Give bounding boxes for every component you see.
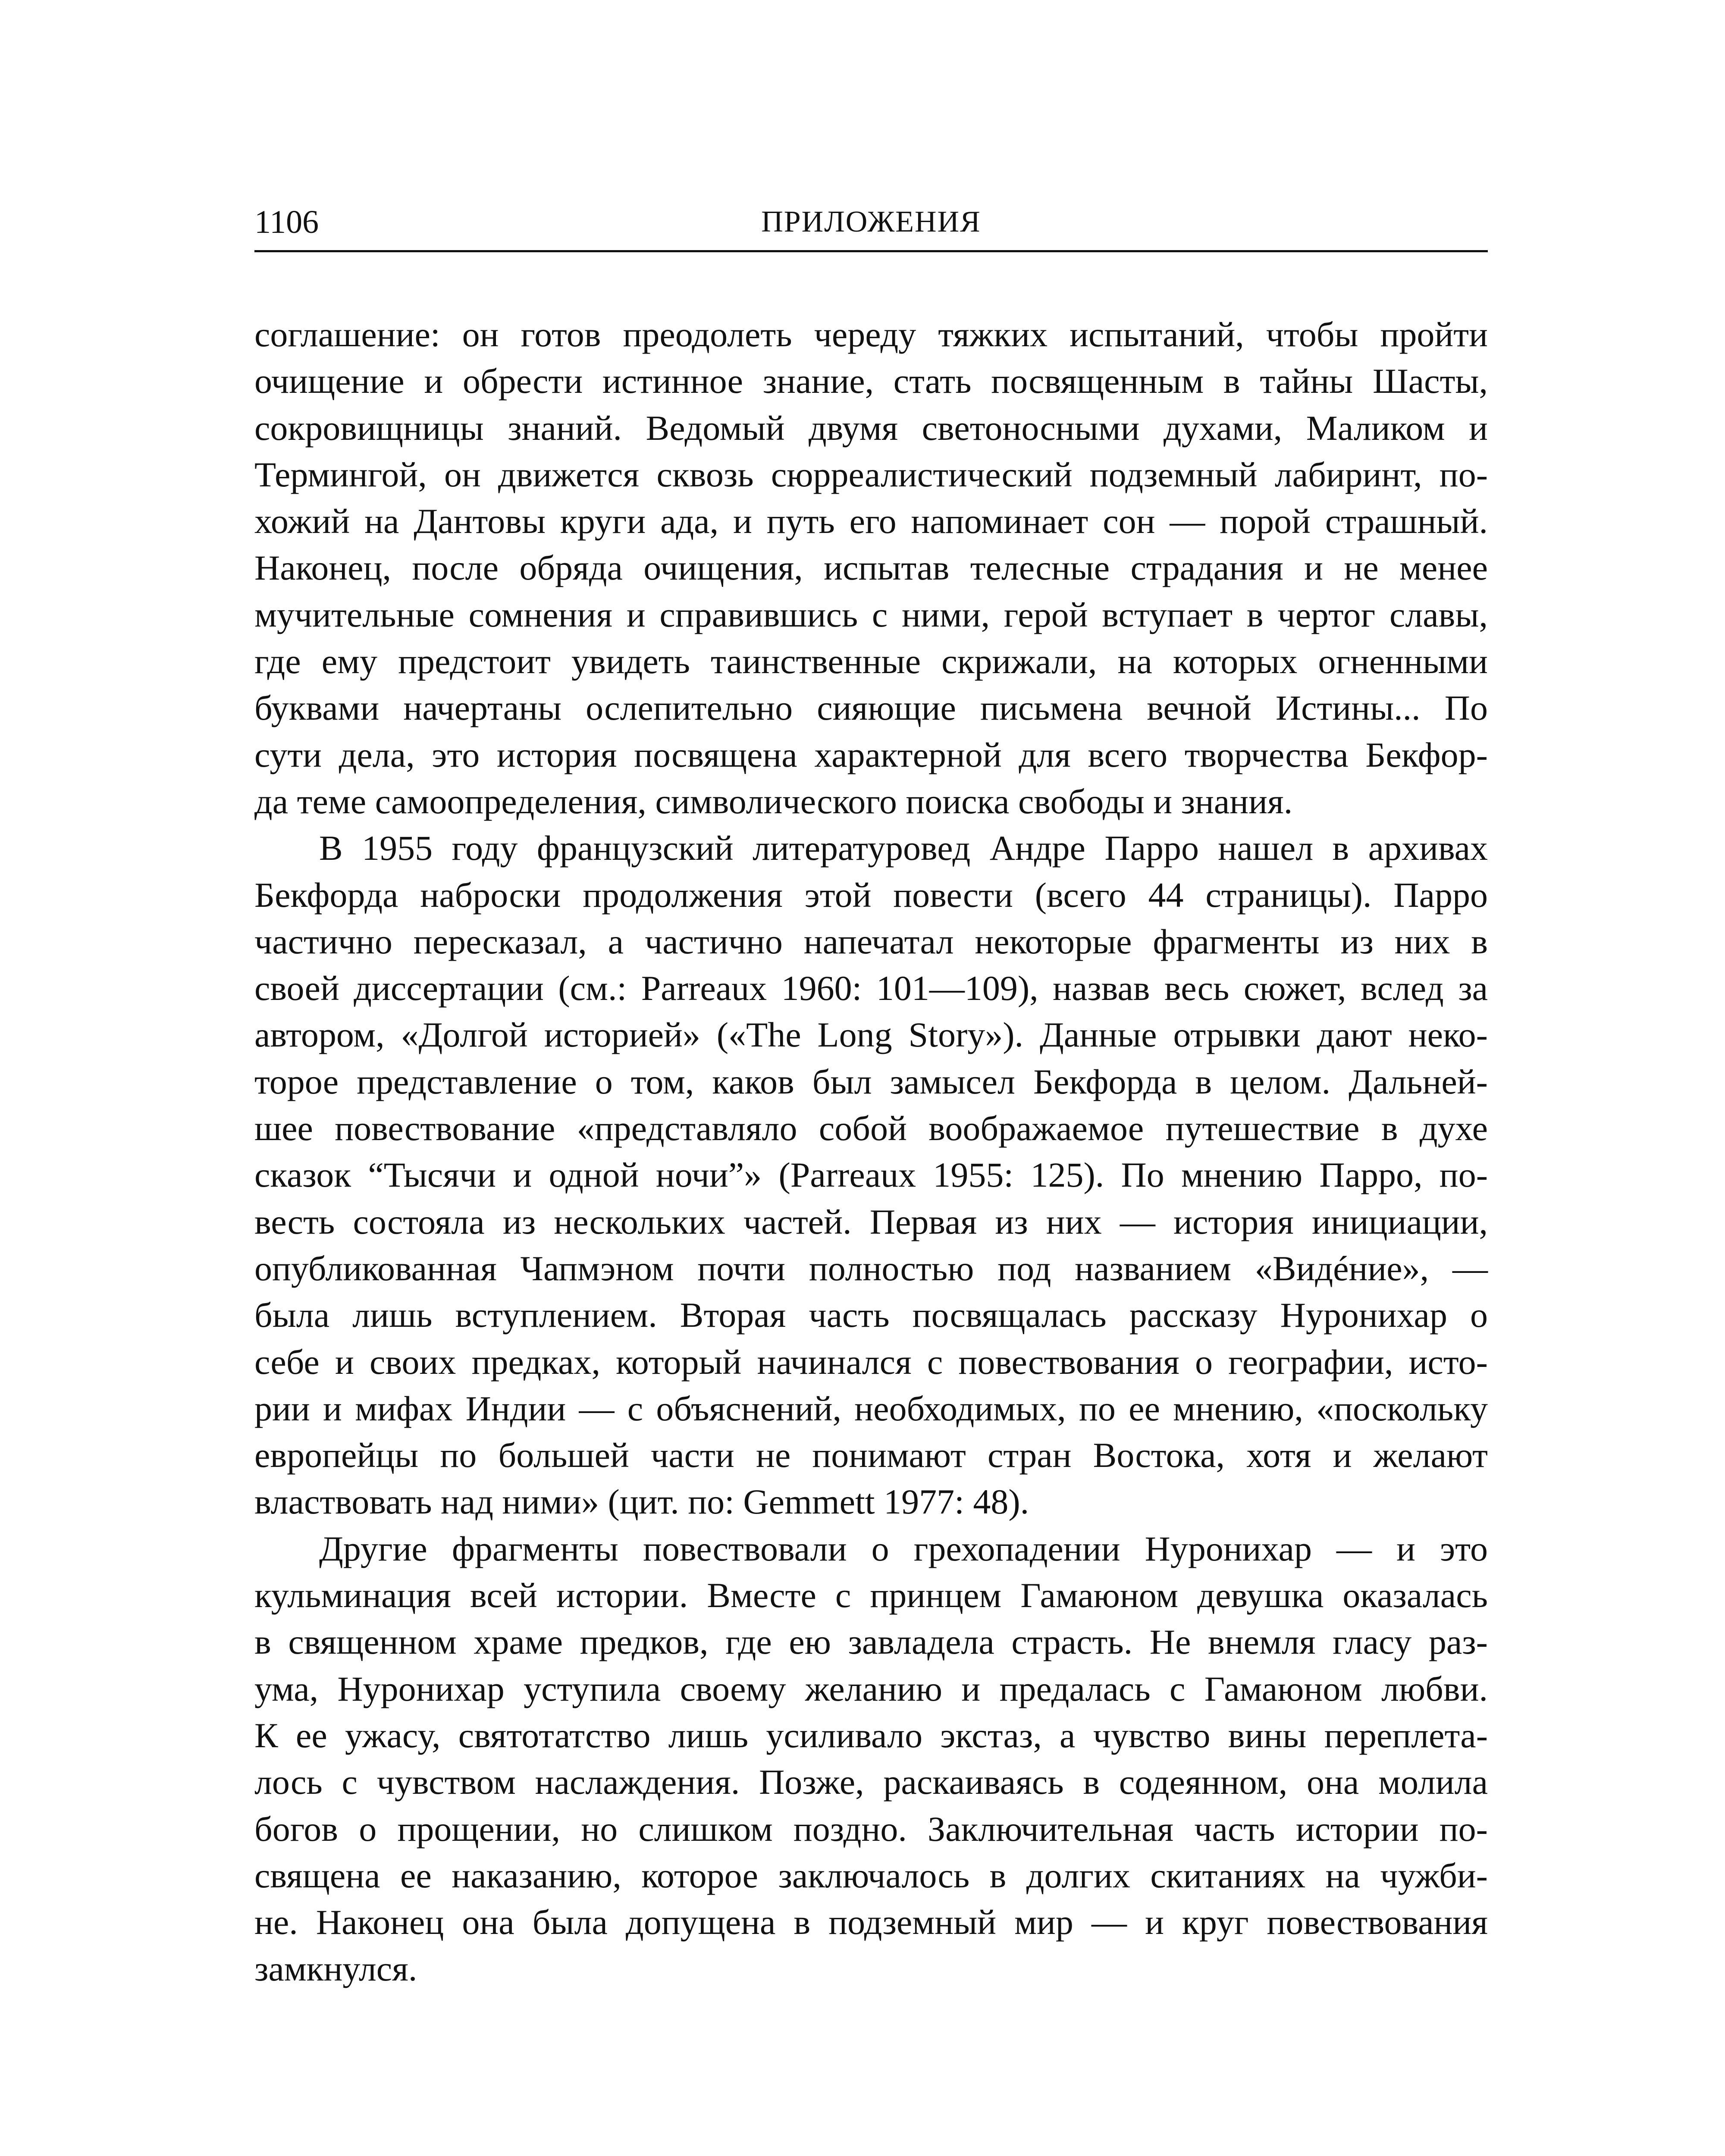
text-line: лось с чувством наслаждения. Позже, раскаиваясь в содеянном, она молила (254, 1762, 1488, 1802)
text-line: священа ее наказанию, которое заключалось в долгих скитаниях на чужби- (254, 1855, 1488, 1895)
text-line: шее повествование «представляло собой воображаемое путешествие в духе (254, 1109, 1488, 1148)
text-line: очищение и обрести истинное знание, стать посвященным в тайны Шасты, (254, 361, 1488, 401)
text-line: торое представление о том, каков был замысел Бекфорда в целом. Дальней- (254, 1062, 1488, 1101)
running-head (254, 203, 1488, 252)
page-number: 1106 (254, 204, 319, 240)
text-line: Другие фрагменты повествовали о грехопадении Нуронихар — и это (319, 1529, 1488, 1568)
body-text (254, 311, 1488, 1993)
text-line: в священном храме предков, где ею завладела страсть. Не внемля гласу раз- (254, 1622, 1488, 1662)
section-title: ПРИЛОЖЕНИЯ (761, 205, 981, 238)
text-line: хожий на Дантовы круги ада, и путь его напоминает сон — порой страшный. (254, 501, 1488, 541)
text-line: сути дела, это история посвящена характерной для всего творчества Бекфор- (254, 735, 1488, 774)
text-line: сокровищницы знаний. Ведомый двумя светоносными духами, Маликом и (254, 408, 1488, 448)
text-line: весть состояла из нескольких частей. Первая из них — история инициации, (254, 1202, 1488, 1241)
text-line: Наконец, после обряда очищения, испытав телесные страдания и не менее (254, 548, 1488, 588)
text-line: опубликованная Чапмэном почти полностью под названием «Видéние», — (254, 1248, 1488, 1288)
text-line: замкнулся. (254, 1949, 417, 1989)
text-line: своей диссертации (см.: Parreaux 1960: 101—109), назвав весь сюжет, вслед за (254, 968, 1488, 1008)
text-line: частично пересказал, а частично напечатал некоторые фрагменты из них в (254, 921, 1488, 961)
book-page (254, 0, 1488, 2156)
text-line: кульминация всей истории. Вместе с принцем Гамаюном девушка оказалась (254, 1576, 1488, 1615)
text-line: соглашение: он готов преодолеть череду тяжких испытаний, чтобы пройти (254, 315, 1488, 354)
text-line: европейцы по большей части не понимают стран Востока, хотя и желают (254, 1435, 1488, 1475)
text-line: властвовать над ними» (цит. по: Gemmett 1977: 48). (254, 1482, 1029, 1522)
text-line: К ее ужасу, святотатство лишь усиливало экстаз, а чувство вины переплета- (254, 1715, 1488, 1755)
text-line: да теме самоопределения, символического поиска свободы и знания. (254, 781, 1293, 821)
text-line: не. Наконец она была допущена в подземный мир — и круг повествования (254, 1902, 1488, 1942)
text-line: сказок “Тысячи и одной ночи”» (Parreaux 1955: 125). По мнению Парро, по- (254, 1155, 1488, 1195)
text-line: рии и мифах Индии — с объяснений, необходимых, по ее мнению, «поскольку (254, 1388, 1488, 1428)
text-line: буквами начертаны ослепительно сияющие письмена вечной Истины... По (254, 688, 1488, 728)
text-line: себе и своих предках, который начинался с повествования о географии, исто- (254, 1342, 1488, 1382)
text-line: была лишь вступлением. Вторая часть посвящалась рассказу Нуронихар о (254, 1295, 1488, 1335)
text-line: автором, «Долгой историей» («The Long Story»). Данные отрывки дают неко- (254, 1015, 1488, 1055)
text-line: богов о прощении, но слишком поздно. Заключительная часть истории по- (254, 1809, 1488, 1849)
text-line: Термингой, он движется сквозь сюрреалистический подземный лабиринт, по- (254, 454, 1488, 494)
text-line: ума, Нуронихар уступила своему желанию и предалась с Гамаюном любви. (254, 1669, 1488, 1708)
text-line: мучительные сомнения и справившись с ними, герой вступает в чертог славы, (254, 595, 1488, 634)
text-line: В 1955 году французский литературовед Андре Парро нашел в архивах (319, 828, 1488, 868)
text-line: где ему предстоит увидеть таинственные скрижали, на которых огненными (254, 642, 1488, 681)
text-line: Бекфорда наброски продолжения этой повести (всего 44 страницы). Парро (254, 875, 1488, 915)
